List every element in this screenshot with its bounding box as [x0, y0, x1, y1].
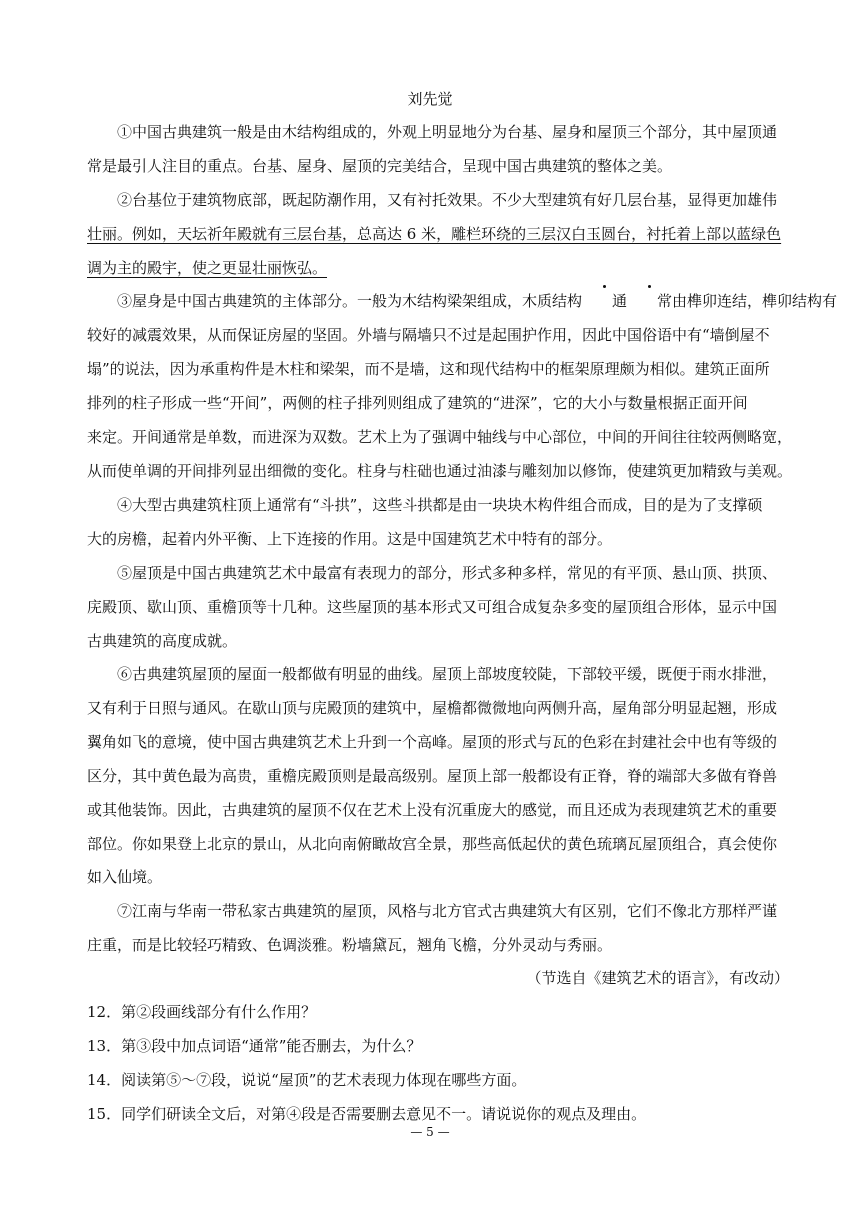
text-line: ⑦江南与华南一带私家古典建筑的屋顶，风格与北方官式古典建筑大有区别，它们不像北方那样严谨	[117, 902, 778, 920]
underlined-line	[87, 223, 782, 245]
text-line: 又有利于日照与通风。在歇山顶与庑殿顶的建筑中，屋檐都微微地向两侧升高，屋角部分明显起翘，形成	[87, 699, 778, 717]
underlined-line: 调为主的殿宇，使之更显壮丽恢弘。	[87, 259, 328, 277]
text-line: 或其他装饰。因此，古典建筑的屋顶不仅在艺术上没有沉重庞大的感觉，而且还成为表现建筑艺术的重要	[87, 801, 778, 819]
text-line	[87, 290, 838, 312]
question-14: 14．阅读第⑤～⑦段，说说“屋顶”的艺术表现力体现在哪些方面。	[87, 1071, 527, 1089]
text-line: 大的房檐，起着内外平衡、上下连接的作用。这是中国建筑艺术中特有的部分。	[87, 530, 613, 548]
text-line: 排列的柱子形成一些“开间”，两侧的柱子排列则组成了建筑的“进深”，它的大小与数量根据正面开间	[87, 394, 748, 412]
text-span: 由榫卯连结，榫卯结构有	[672, 292, 838, 310]
question-15: 15．同学们研读全文后，对第④段是否需要删去意见不一。请说说你的观点及理由。	[87, 1105, 647, 1123]
author-name: 刘先觉	[407, 90, 453, 108]
text-line: 庄重，而是比较轻巧精致、色调淡雅。粉墙黛瓦，翘角飞檐，分外灵动与秀丽。	[87, 936, 613, 954]
dotted-char: 常	[627, 290, 672, 312]
text-line: ⑥古典建筑屋顶的屋面一般都做有明显的曲线。屋顶上部坡度较陡，下部较平缓，既便于雨水排泄，	[117, 665, 778, 683]
text-line: 塌”的说法，因为承重构件是木柱和梁架，而不是墙，这和现代结构中的框架原理颇为相似。建筑正面所	[87, 360, 770, 378]
text-line: ①中国古典建筑一般是由木结构组成的，外观上明显地分为台基、屋身和屋顶三个部分，其中屋顶通	[117, 123, 778, 141]
dotted-char: 通	[582, 290, 627, 312]
text-line: 翼角如飞的意境，使中国古典建筑艺术上升到一个高峰。屋顶的形式与瓦的色彩在封建社会中也有等级的	[87, 733, 778, 751]
text-line: 常是最引人注目的重点。台基、屋身、屋顶的完美结合，呈现中国古典建筑的整体之美。	[87, 157, 673, 175]
question-13: 13．第③段中加点词语“通常”能否删去，为什么？	[87, 1037, 422, 1055]
text-line: 部位。你如果登上北京的景山，从北向南俯瞰故宫全景，那些高低起伏的黄色琉璃瓦屋顶组合，真会使你	[87, 835, 778, 853]
text-line: 区分，其中黄色最为高贵，重檐庑殿顶则是最高级别。屋顶上部一般都设有正脊，脊的端部大多做有脊兽	[87, 767, 778, 785]
question-12: 12．第②段画线部分有什么作用？	[87, 1003, 317, 1021]
text-line: 如入仙境。	[87, 868, 163, 886]
underlined-text: 壮丽。	[87, 225, 133, 243]
text-line: ④大型古典建筑柱顶上通常有“斗拱”，这些斗拱都是由一块块木构件组合而成，目的是为了支撑硕	[117, 496, 763, 514]
underlined-text: 例如，天坛祈年殿就有三层台基，总高达 6 米，雕栏环绕的三层汉白玉圆台，衬托着上部以蓝绿色	[132, 225, 782, 243]
text-line: ⑤屋顶是中国古典建筑艺术中最富有表现力的部分，形式多种多样，常见的有平顶、悬山顶、拱顶、	[117, 564, 778, 582]
text-line: ②台基位于建筑物底部，既起防潮作用，又有衬托效果。不少大型建筑有好几层台基，显得更加雄伟	[117, 191, 778, 209]
text-line: 古典建筑的高度成就。	[87, 632, 238, 650]
text-line: 庑殿顶、歇山顶、重檐顶等十几种。这些屋顶的基本形式又可组合成复杂多变的屋顶组合形体，显示中国	[87, 598, 778, 616]
text-line: 从而使单调的开间排列显出细微的变化。柱身与柱础也通过油漆与雕刻加以修饰，使建筑更加精致与美观。	[87, 462, 793, 480]
text-span: ③屋身是中国古典建筑的主体部分。一般为木结构梁架组成，木质结构	[117, 292, 583, 310]
text-line: 来定。开间通常是单数，而进深为双数。艺术上为了强调中轴线与中心部位，中间的开间往往较两侧略宽，	[87, 428, 793, 446]
text-line: 较好的减震效果，从而保证房屋的坚固。外墙与隔墙只不过是起围护作用，因此中国俗语中有“墙倒屋不	[87, 326, 770, 344]
page-number: — 5 —	[410, 1125, 450, 1139]
source-note: （节选自《建筑艺术的语言》，有改动）	[526, 969, 789, 987]
